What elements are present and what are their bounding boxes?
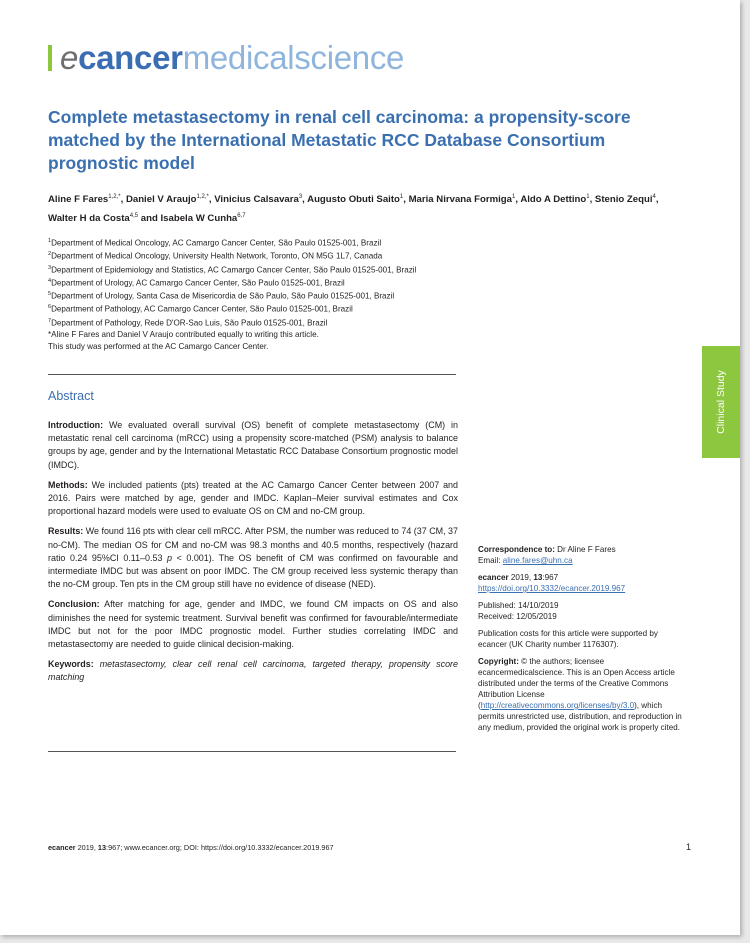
author-name: Stenio Zequi	[594, 194, 653, 206]
affiliations	[48, 236, 688, 352]
affiliation-item	[48, 263, 688, 276]
author-affiliation-sup: 4	[652, 194, 656, 200]
study-site-note: This study was performed at the AC Camargo Cancer Center.	[48, 341, 269, 351]
author-affiliation-sup: 1	[586, 194, 590, 200]
abstract-conclusion: Conclusion: After matching for age, gender and IMDC, we found CM impacts on OS and also diminishes the need for systemic treatment. Survival benefit was confirmed for favourable/intermediate IMDC but not for the poor IMDC prognostic model. Further studies correlating IMDC and metastasectomy are needed to guide clinical decision-making.	[48, 599, 458, 650]
abstract-heading: Abstract	[48, 389, 94, 403]
affiliation-item	[48, 276, 688, 289]
author-name: Isabela W Cunha	[160, 213, 238, 225]
article-type-tab	[702, 346, 740, 458]
author-name: Daniel V Araujo	[125, 194, 197, 206]
affiliation-sup: 5	[48, 291, 52, 298]
author-affiliation-sup: 1	[399, 194, 404, 200]
affiliation-text: Department of Pathology, Rede D'OR-Sao Luis, São Paulo 01525-001, Brazil	[51, 318, 328, 328]
affiliation-sup: 6	[48, 304, 52, 311]
abstract-keywords: Keywords: metastasectomy, clear cell renal cell carcinoma, targeted therapy, propensity score matching	[48, 659, 458, 683]
affiliation-item	[48, 302, 688, 315]
logo-wordmark: ecancermedicalscience	[60, 39, 405, 76]
author-name: Vinicius Calsavara	[214, 194, 299, 206]
author-affiliation-sup: 4,5	[129, 213, 139, 220]
abstract-methods: Methods: We included patients (pts) treated at the AC Camargo Cancer Center between 2007 and 2016. Pairs were matched by age, gender and IMDC. Kaplan–Meier survival estimates and Cox proportional hazard models were used to evaluate OS on CM and no-CM group.	[48, 479, 458, 517]
citation: ecancer 2019, 13:967 https://doi.org/10.3332/ecancer.2019.967	[478, 573, 626, 593]
affiliation-sup: 2	[48, 251, 52, 258]
abstract-top-divider	[48, 374, 456, 375]
affiliation-text: Department of Medical Oncology, University Health Network, Toronto, ON M5G 1L7, Canada	[51, 251, 383, 261]
author-name: Walter H da Costa	[48, 213, 130, 225]
affiliation-list	[48, 236, 688, 329]
affiliation-sup: 1	[48, 238, 52, 244]
author-affiliation-sup: 3	[298, 194, 303, 200]
equal-contribution-note: *Aline F Fares and Daniel V Araujo contributed equally to writing this article.	[48, 329, 319, 339]
article-type-label: Clinical Study	[715, 370, 727, 434]
doi-link[interactable]: https://doi.org/10.3332/ecancer.2019.967	[478, 584, 626, 593]
author-name: Aline F Fares	[48, 194, 109, 206]
affiliation-text: Department of Urology, Santa Casa de Misericordia de São Paulo, São Paulo 01525-001, Brazil	[51, 291, 395, 301]
logo-accent-bar	[48, 45, 52, 71]
license-link[interactable]: http://creativecommons.org/licenses/by/3.0	[480, 701, 635, 710]
author-name: Aldo A Dettino	[520, 194, 587, 206]
affiliation-item	[48, 316, 688, 329]
affiliation-sup: 3	[48, 264, 52, 271]
affiliation-sup: 7	[48, 317, 52, 324]
abstract-results: Results: We found 116 pts with clear cell mRCC. After PSM, the number was reduced to 74 (37 CM, 37 no-CM). The median OS for CM and no-CM was 98.3 months and 40.5 months, respectively (hazard ratio 0.24 95%CI 0.11–0.53 p < 0.001). The OS benefit of CM was confirmed on favourable and intermediate IMDC but was absent on poor IMDC. The CM group received less systemic therapy than the no-CM group. Ten pts in the CM group still have no evidence of disease (NED).	[48, 526, 459, 590]
publication-costs: Publication costs for this article were supported by ecancer (UK Charity number 1176307).	[478, 629, 658, 649]
affiliation-text: Department of Urology, AC Camargo Cancer Center, São Paulo 01525-001, Brazil	[51, 278, 345, 288]
affiliation-text: Department of Epidemiology and Statistics, AC Camargo Cancer Center, São Paulo 01525-001, Brazil	[51, 265, 417, 275]
journal-logo	[48, 40, 404, 76]
copyright-notice: Copyright: © the authors; licensee ecancermedicalscience. This is an Open Access article distributed under the terms of the Creative Commons Attribution License (http://creativecommons.org/licenses/by/3.0), which permits unrestricted use, distribution, and reproduction in any medium, provided the original work is properly cited.	[478, 657, 682, 732]
abstract-bottom-divider	[48, 751, 456, 752]
publication-dates: Published: 14/10/2019 Received: 12/05/2019	[478, 601, 559, 621]
author-list: Aline F Fares$^{1,2,*}$, Daniel V Araujo$^{1,2,*}$, Vinicius Calsavara$^3$, Augusto Obuti Saito$^1$, Maria Nirvana Formiga$^1$, Aldo A Dettino$^1$, Stenio Zequi$^4$, Walter H da Costa$^{4,5}$ and Isabela W Cunha$^{6,7}$	[48, 194, 659, 225]
article-title: Complete metastasectomy in renal cell carcinoma: a propensity-score matched by the International Metastatic RCC Database Consortium prognostic model	[48, 107, 631, 173]
author-name: Augusto Obuti Saito	[307, 194, 400, 206]
abstract-body	[48, 419, 458, 692]
affiliation-text: Department of Pathology, AC Camargo Cancer Center, São Paulo 01525-001, Brazil	[51, 305, 353, 315]
abstract-introduction: Introduction: We evaluated overall survival (OS) benefit of complete metastasectomy (CM) in metastatic renal cell carcinoma (mRCC) using a propensity score-matched (PSM) analysis to balance groups by age, gender and by the International Metastatic RCC Database Consortium prognostic model (IMDC).	[48, 420, 458, 470]
affiliation-item	[48, 236, 688, 249]
author-name: Maria Nirvana Formiga	[408, 194, 512, 206]
correspondence: Correspondence to: Dr Aline F Fares Email: aline.fares@uhn.ca	[478, 545, 616, 565]
affiliation-sup: 4	[48, 277, 52, 284]
article-sidebar	[478, 544, 688, 739]
affiliation-text: Department of Medical Oncology, AC Camargo Cancer Center, São Paulo 01525-001, Brazil	[51, 238, 382, 248]
author-affiliation-sup: 6,7	[237, 213, 246, 220]
author-joiner: and	[140, 213, 158, 225]
author-affiliation-sup: 1,2,*	[108, 194, 121, 200]
affiliation-item	[48, 249, 688, 262]
page-number: 1	[686, 842, 692, 852]
email-link[interactable]: aline.fares@uhn.ca	[502, 556, 573, 565]
affiliation-item	[48, 289, 688, 302]
author-affiliation-sup: 1,2,*	[196, 194, 209, 200]
page-footer: ecancer 2019, 13:967; www.ecancer.org; DOI: https://doi.org/10.3332/ecancer.2019.967	[48, 843, 334, 852]
author-affiliation-sup: 1	[512, 194, 516, 200]
